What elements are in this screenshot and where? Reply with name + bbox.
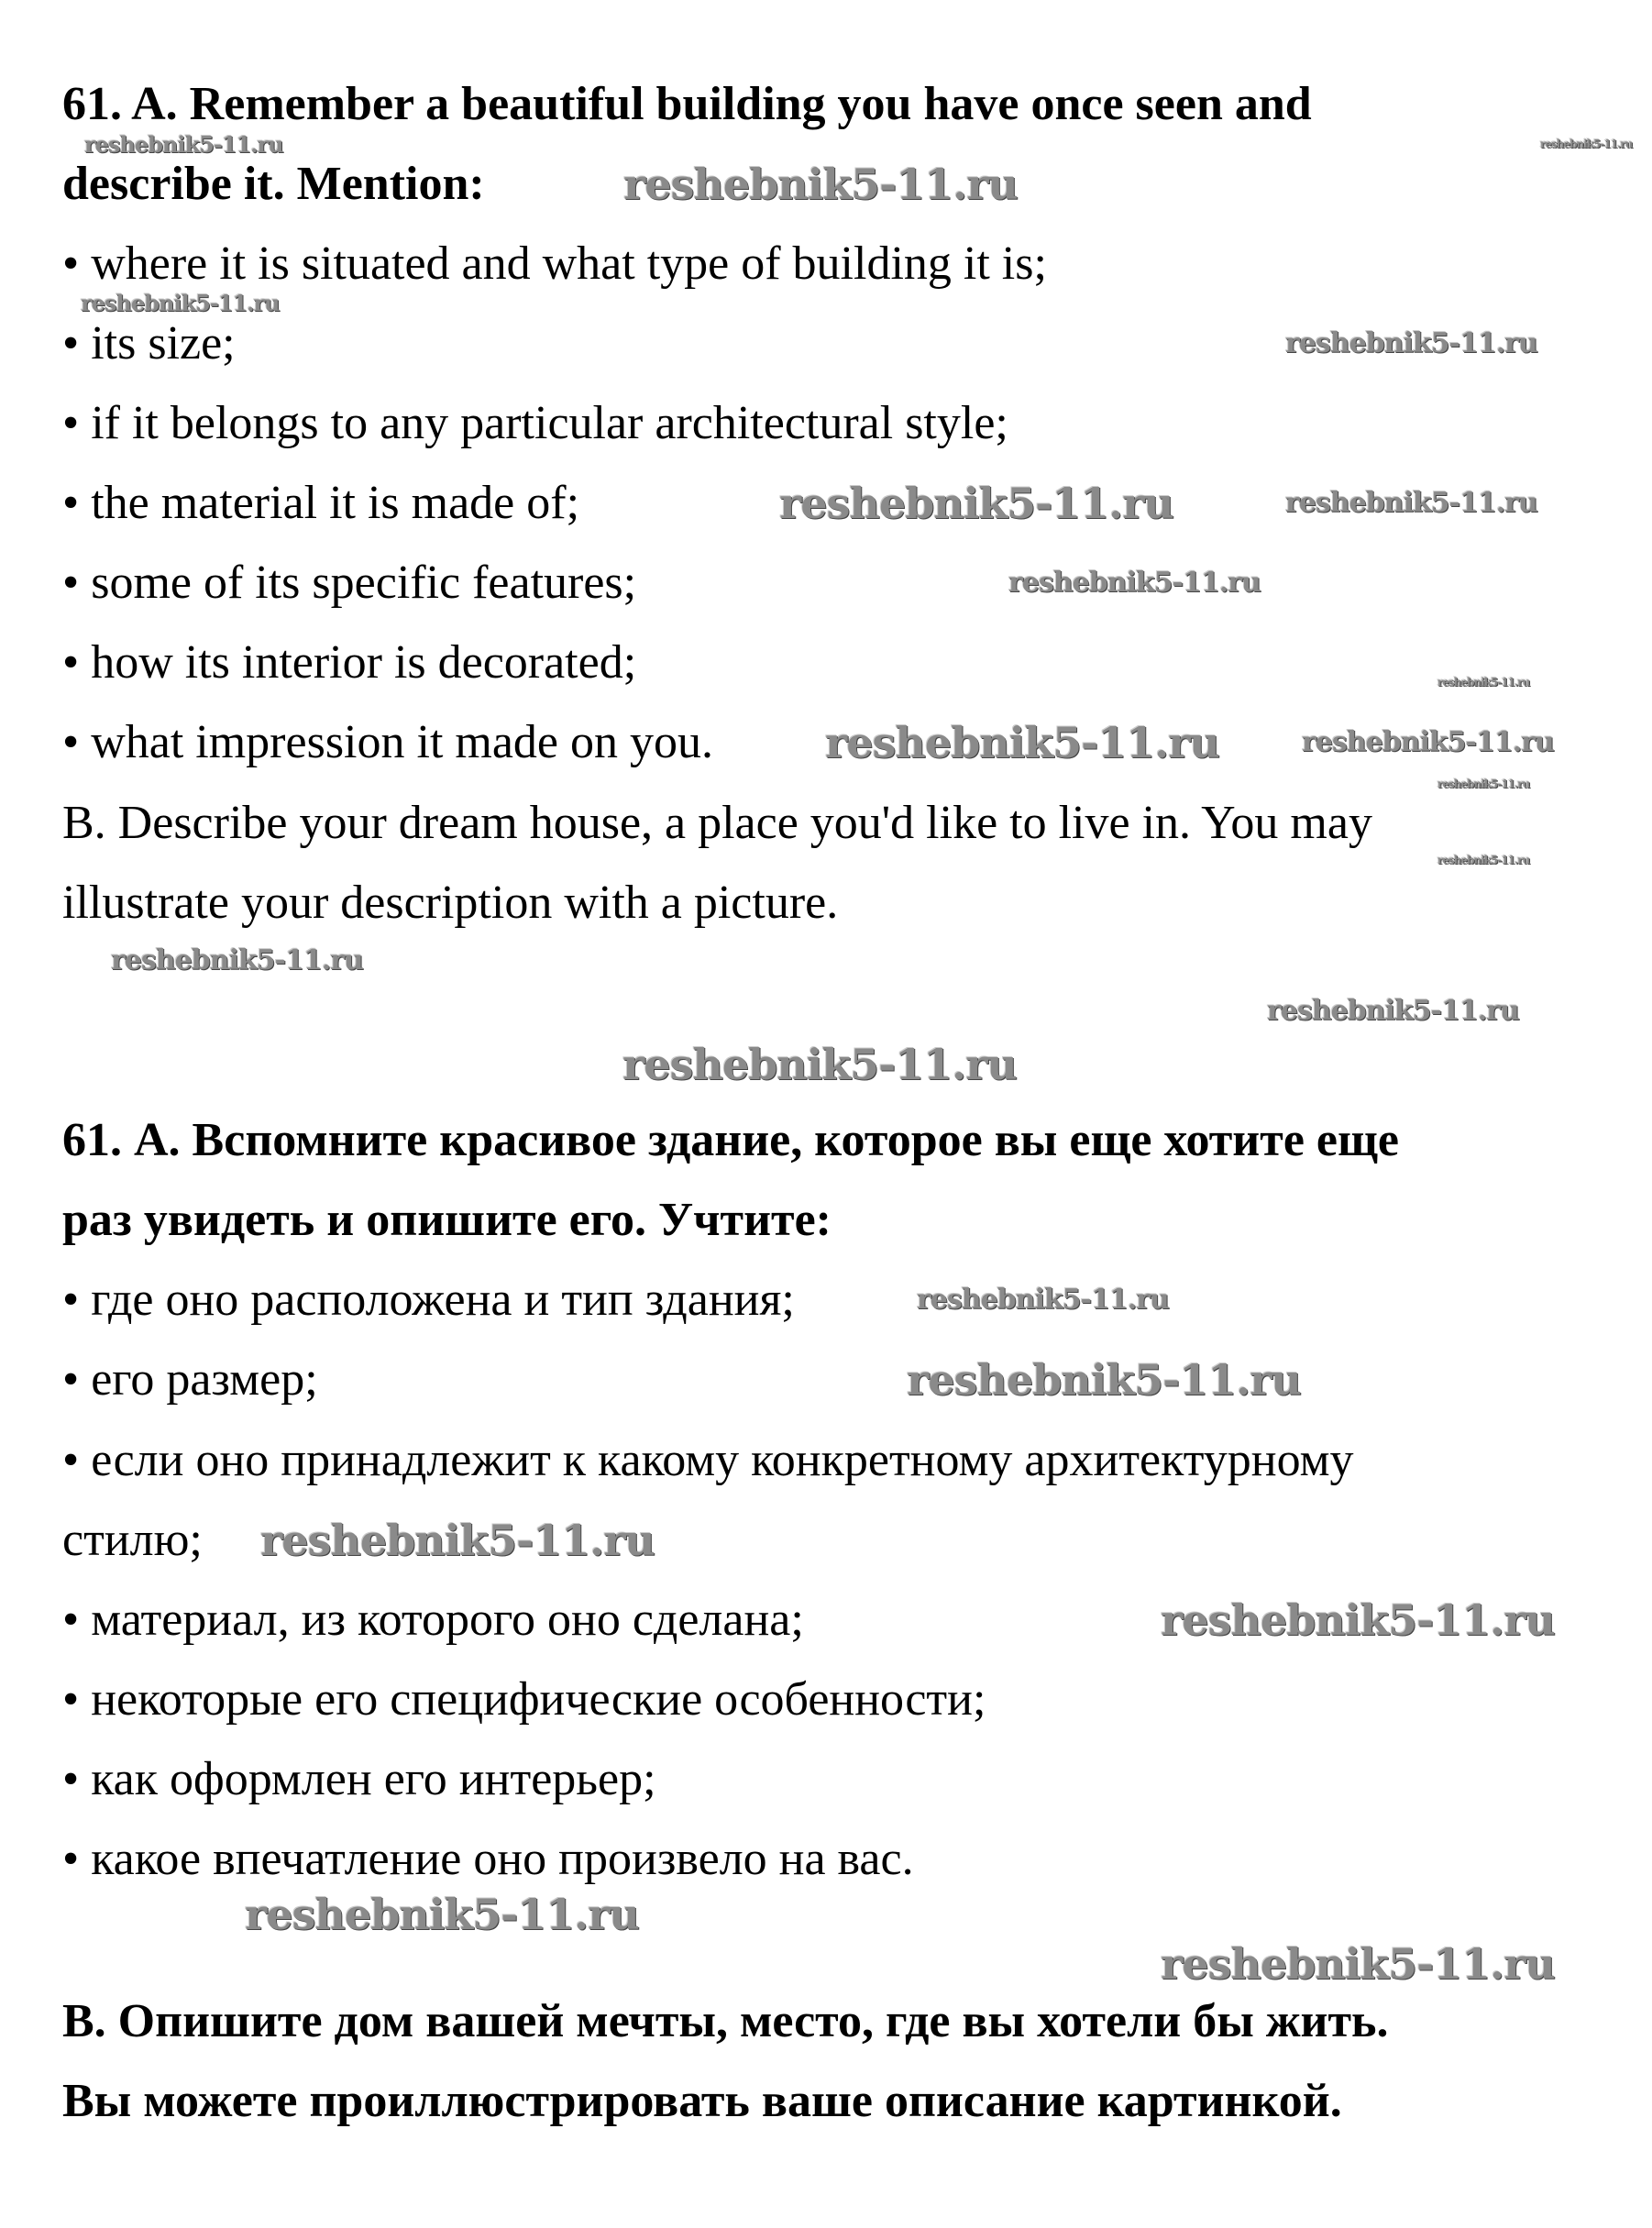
watermark: reshebnik5-11.ru [623, 160, 1018, 209]
watermark: reshebnik5-11.ru [1437, 676, 1530, 689]
watermark: reshebnik5-11.ru [1285, 487, 1537, 519]
watermark: reshebnik5-11.ru [1161, 1595, 1555, 1645]
watermark: reshebnik5-11.ru [81, 290, 280, 316]
russian-bullet: • если оно принадлежит к какому конкретному архитектурному [62, 1434, 1354, 1486]
english-task-b-line1: B. Describe your dream house, a place you'd like to live in. You may [62, 797, 1372, 849]
russian-bullet: • как оформлен его интерьер; [62, 1753, 656, 1805]
watermark: reshebnik5-11.ru [260, 1516, 655, 1565]
watermark: reshebnik5-11.ru [1008, 567, 1261, 599]
english-bullet: • the material it is made of; [62, 477, 580, 529]
russian-bullet: • какое впечатление оно произвело на вас. [62, 1833, 914, 1885]
russian-heading-line1: 61. А. Вспомните красивое здание, которое вы еще хотите еще [62, 1114, 1399, 1166]
watermark: reshebnik5-11.ru [245, 1890, 639, 1939]
russian-bullet: стилю; [62, 1514, 203, 1566]
watermark: reshebnik5-11.ru [1302, 726, 1554, 758]
english-bullet: • its size; [62, 317, 236, 369]
watermark: reshebnik5-11.ru [84, 131, 283, 158]
english-bullet: • if it belongs to any particular architectural style; [62, 397, 1008, 449]
russian-bullet: • материал, из которого оно сделана; [62, 1594, 804, 1646]
english-task-b-line2: illustrate your description with a picture. [62, 877, 839, 929]
russian-task-b-line2: Вы можете проиллюстрировать ваше описание картинкой. [62, 2075, 1342, 2127]
watermark: reshebnik5-11.ru [1437, 854, 1530, 866]
watermark: reshebnik5-11.ru [1437, 778, 1530, 790]
watermark: reshebnik5-11.ru [825, 718, 1219, 767]
english-bullet: • what impression it made on you. [62, 716, 713, 768]
watermark: reshebnik5-11.ru [1540, 138, 1633, 150]
russian-bullet: • некоторые его специфические особенности; [62, 1673, 986, 1726]
russian-heading-line2: раз увидеть и опишите его. Учтите: [62, 1194, 832, 1246]
russian-task-b-line1: В. Опишите дом вашей мечты, место, где вы хотели бы жить. [62, 1995, 1389, 2047]
watermark: reshebnik5-11.ru [1285, 327, 1537, 359]
english-heading-line1: 61. A. Remember a beautiful building you have once seen and [62, 78, 1312, 130]
watermark: reshebnik5-11.ru [917, 1284, 1169, 1316]
watermark: reshebnik5-11.ru [111, 944, 363, 976]
english-bullet: • how its interior is decorated; [62, 636, 637, 689]
watermark: reshebnik5-11.ru [622, 1040, 1017, 1089]
watermark: reshebnik5-11.ru [779, 479, 1173, 528]
english-bullet: • where it is situated and what type of building it is; [62, 237, 1047, 290]
english-bullet: • some of its specific features; [62, 557, 637, 609]
watermark: reshebnik5-11.ru [907, 1355, 1301, 1405]
russian-bullet: • где оно расположена и тип здания; [62, 1274, 795, 1326]
russian-bullet: • его размер; [62, 1353, 318, 1406]
watermark: reshebnik5-11.ru [1161, 1939, 1555, 1989]
watermark: reshebnik5-11.ru [1267, 995, 1519, 1027]
english-heading-line2: describe it. Mention: [62, 158, 485, 210]
